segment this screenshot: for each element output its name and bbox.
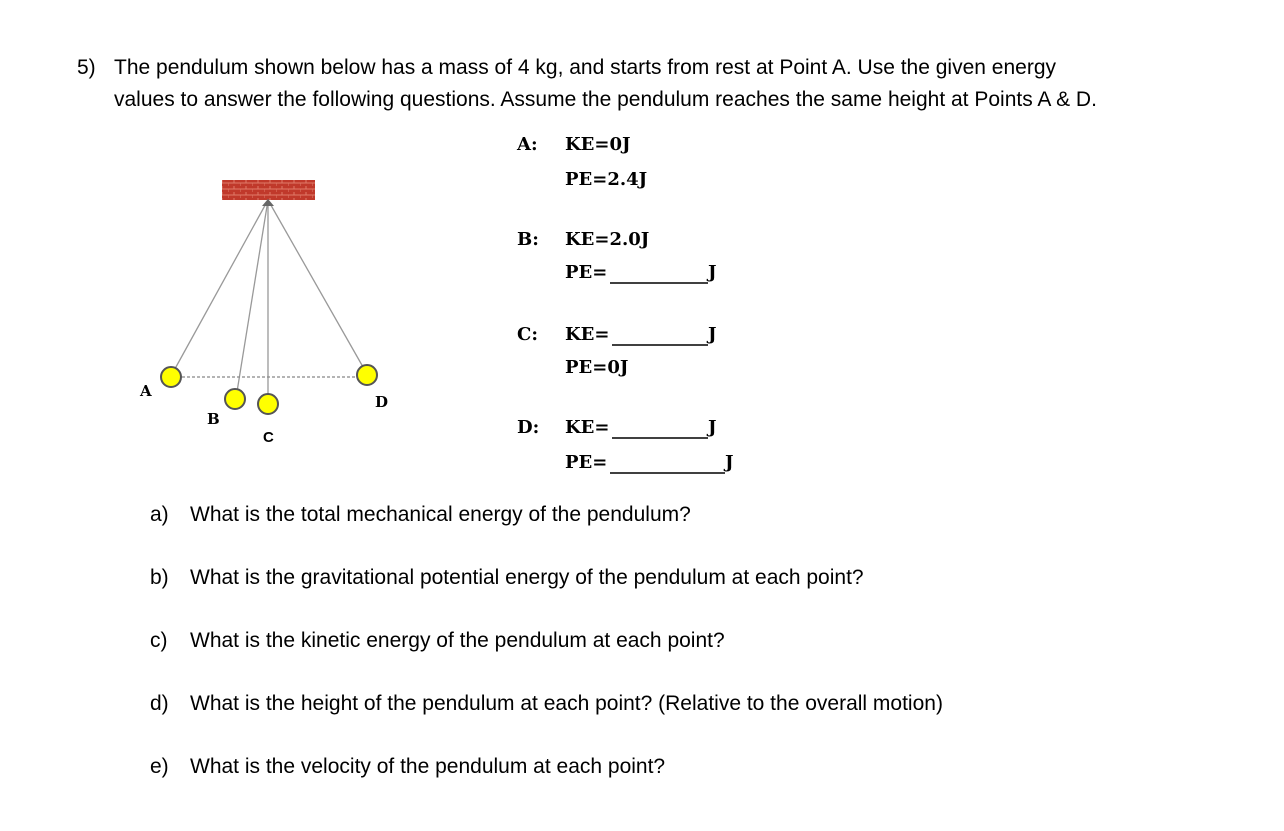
subquestion-letter: c) bbox=[150, 629, 168, 652]
subquestion-text: What is the velocity of the pendulum at each point? bbox=[190, 755, 666, 778]
subquestion-letter: a) bbox=[150, 503, 169, 526]
bob-b bbox=[225, 389, 245, 409]
point-label-d: D bbox=[375, 393, 389, 411]
ke-c-prefix: KE= bbox=[565, 324, 610, 345]
subquestion-text: What is the kinetic energy of the pendulum at each point? bbox=[190, 629, 725, 652]
subquestion-e bbox=[150, 755, 665, 779]
bob-a bbox=[161, 367, 181, 387]
pe-b-unit: J bbox=[708, 262, 717, 283]
pe-c: PE=0J bbox=[565, 357, 629, 378]
subquestion-text: What is the total mechanical energy of the pendulum? bbox=[190, 503, 691, 526]
subquestion-a bbox=[150, 503, 691, 527]
string-d bbox=[268, 200, 367, 374]
pivot-marker bbox=[262, 199, 274, 206]
subquestion-text: What is the height of the pendulum at each point? (Relative to the overall motion) bbox=[190, 692, 943, 715]
subquestion-text: What is the gravitational potential energy of the pendulum at each point? bbox=[190, 566, 864, 589]
pe-a: PE=2.4J bbox=[565, 169, 648, 190]
point-label-b: B bbox=[207, 410, 220, 428]
subquestion-b bbox=[150, 566, 864, 590]
subquestion-letter: d) bbox=[150, 692, 169, 715]
pe-d-prefix: PE= bbox=[565, 452, 608, 473]
question-number: 5) bbox=[77, 56, 96, 79]
ke-d-unit: J bbox=[708, 417, 717, 438]
subquestion-letter: b) bbox=[150, 566, 169, 589]
ke-a: KE=0J bbox=[565, 134, 631, 155]
question-text-line-2: values to answer the following questions. Assume the pendulum reaches the same height at Points A & D. bbox=[114, 88, 1097, 111]
subquestion-d bbox=[150, 692, 943, 716]
energy-label-d: D: bbox=[517, 417, 540, 438]
bob-c bbox=[258, 394, 278, 414]
pe-b-prefix: PE= bbox=[565, 262, 608, 283]
ke-b: KE=2.0J bbox=[565, 229, 650, 250]
pe-d-unit: J bbox=[725, 452, 734, 473]
point-label-a: A bbox=[140, 382, 152, 400]
ceiling-block bbox=[222, 180, 315, 200]
subquestion-letter: e) bbox=[150, 755, 169, 778]
energy-label-a: A: bbox=[517, 134, 538, 155]
question-text-line-1: The pendulum shown below has a mass of 4 kg, and starts from rest at Point A. Use the given energy bbox=[114, 56, 1056, 79]
ke-d-prefix: KE= bbox=[565, 417, 610, 438]
energy-label-c: C: bbox=[517, 324, 538, 345]
energy-label-b: B: bbox=[517, 229, 539, 250]
point-label-c: C bbox=[263, 429, 274, 446]
subquestion-c bbox=[150, 629, 725, 653]
bob-d bbox=[357, 365, 377, 385]
ke-c-unit: J bbox=[708, 324, 717, 345]
